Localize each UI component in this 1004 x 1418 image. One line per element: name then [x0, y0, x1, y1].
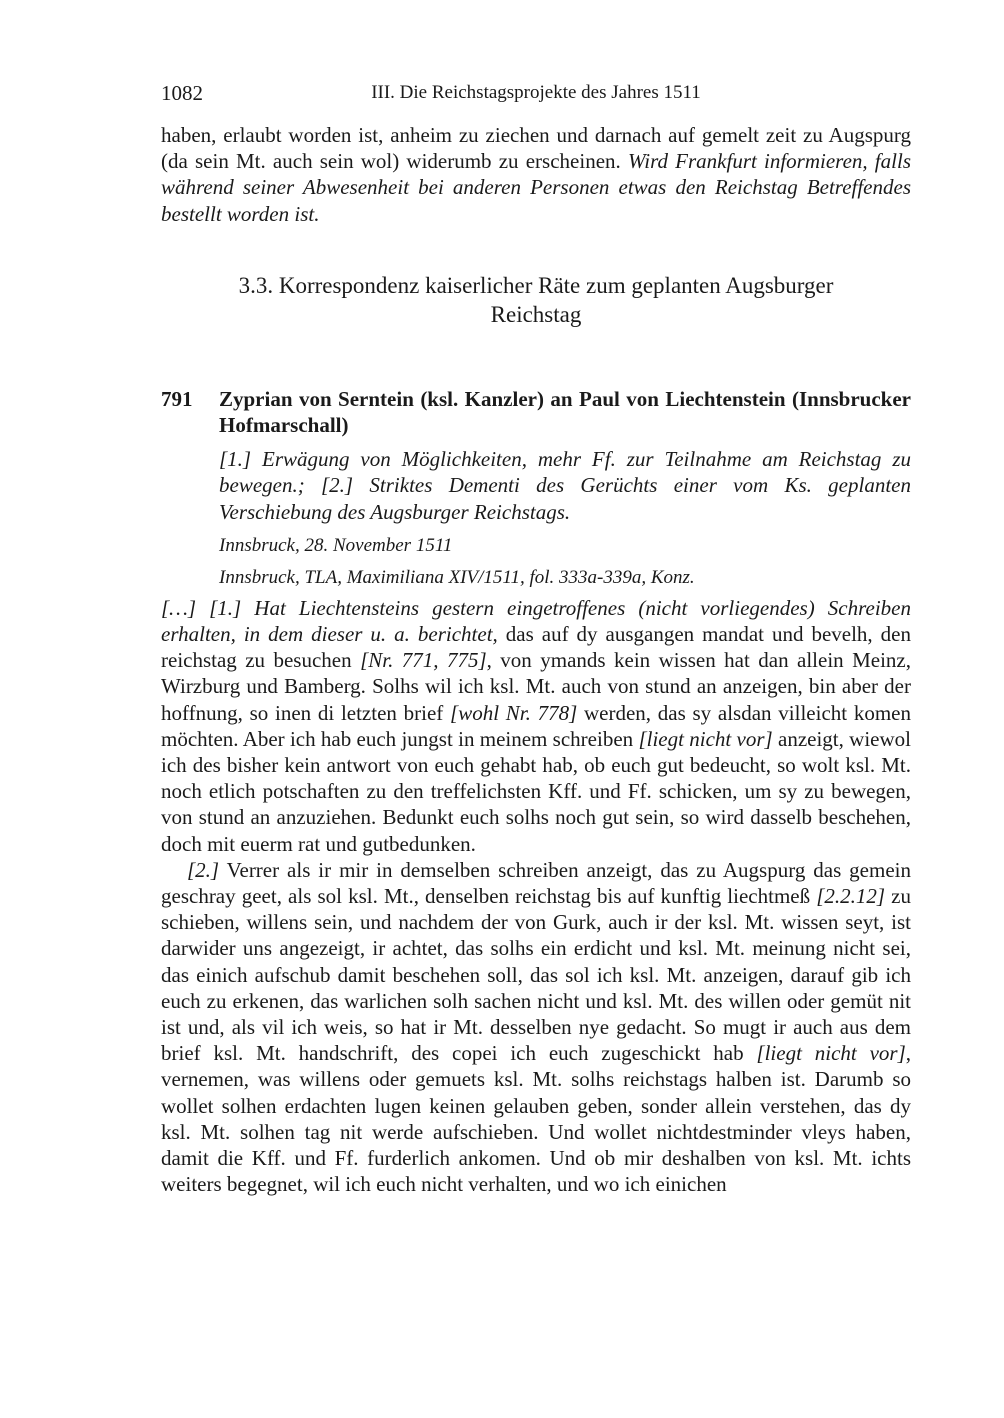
document-body: [161, 595, 911, 1198]
source-text: , von ymands kein wissen hat dan allein Meinz, Wirzburg und Bamberg. Solhs wil ich ksl. Mt. auch von stund an anzeigen, bin aber der hoffnung, so inen di letzten brief: [161, 648, 911, 725]
editor-reference: [wohl Nr. 778]: [450, 700, 578, 725]
body-paragraph-1: [161, 595, 911, 857]
running-head: [161, 78, 911, 108]
document-place-date: Innsbruck, 28. November 1511: [219, 534, 453, 556]
document-source: Innsbruck, TLA, Maximiliana XIV/1511, fol. 333a-339a, Konz.: [219, 566, 695, 588]
page-number: 1082: [161, 81, 203, 105]
document-regest: [1.] Erwägung von Möglichkeiten, mehr Ff. zur Teilnahme am Reichstag zu bewegen.; [2.] Striktes Dementi des Gerüchts einer vom Ks. geplanten Verschiebung des Augsburger Reichstags.: [219, 447, 911, 524]
document-number: 791: [161, 386, 193, 411]
intro-text: haben, erlaubt worden ist, anheim zu ziechen und darnach auf gemelt zeit zu Augspurg (da sein Mt. auch sein wol) widerumb zu erscheinen.: [161, 123, 911, 174]
paragraph-marker: [2.]: [187, 857, 220, 882]
section-heading-line2: Reichstag: [490, 301, 582, 327]
source-text: zu schieben, willens sein, und nachdem der von Gurk, auch ir der ksl. Mt. wissen seyt, ist darwider uns angezeigt, ir achtet, das solhs ein erdicht und ksl. Mt. meinung nicht sei, das einich aufschub damit beschehen soll, das sol ich ksl. Mt. anzeigen, darauf gib ich euch zu erkenen, das warlichen solh sachen nicht und ksl. Mt. des willen oder gemüt nit ist und, als vil ich weis, so hat ir Mt. desselben nye gedacht. So mugt ir auch aus dem brief ksl. Mt. handschrift, des copei ich euch zugeschickt hab: [161, 884, 911, 1066]
section-heading-line1: 3.3. Korrespondenz kaiserlicher Räte zum geplanten Augsburger: [238, 272, 834, 298]
editor-reference: [liegt nicht vor]: [638, 726, 773, 751]
editor-reference: [Nr. 771, 775]: [360, 648, 487, 673]
document-header: [161, 386, 911, 438]
intro-summary: Wird Frankfurt informieren, falls während seiner Abwesenheit bei anderen Personen etwas den Reichstag Betreffendes bestellt worden ist.: [161, 149, 911, 226]
running-title: III. Die Reichstagsprojekte des Jahres 1511: [371, 82, 701, 103]
intro-paragraph: [161, 122, 911, 227]
source-text: das auf dy ausgangen mandat und bevelh, den reichstag zu besuchen: [161, 622, 911, 673]
source-text: anzeigt, wiewol ich des bisher kein antwort von euch gehabt hab, ob euch gut bedeucht, so wolt ksl. Mt. noch etlich potschaften zu den treffelichsten Kff. und Ff. schicken, um sy zu bewegen, von stund an anzuziehen. Bedunkt euch solhs noch gut sein, so wird dasselb beschehen, doch mit euerm rat und gutbedunken.: [161, 726, 911, 856]
editor-reference: [liegt nicht vor]: [756, 1041, 906, 1066]
source-text: Verrer als ir mir in demselben schreiben anzeigt, das zu Augspurg das gemein geschray geet, als sol ksl. Mt., denselben reichstag bis auf kunftig liechtmeß: [161, 857, 911, 909]
document-title: Zyprian von Serntein (ksl. Kanzler) an Paul von Liechtenstein (Innsbrucker Hofmarschall): [219, 386, 911, 438]
editor-reference: [2.2.12]: [816, 884, 886, 909]
section-heading: [161, 271, 911, 329]
body-paragraph-2: [161, 857, 911, 1198]
editor-note: […] [1.] Hat Liechtensteins gestern eingetroffenes (nicht vorliegendes) Schreiben erhalten, in dem dieser u. a. berichtet,: [161, 595, 911, 647]
document-page: [161, 78, 911, 1198]
source-text: werden, das sy alsdan villeicht komen möchten. Aber ich hab euch jungst in meinem schreiben: [161, 700, 911, 751]
source-text: , vernemen, was willens oder gemuets ksl. Mt. solhs reichstags halben ist. Darumb so wollet solhen erdachten lugen keinen gelauben geben, sonder allein verstehen, das dy ksl. Mt. solhen tag nit werde aufschieben. Und wollet nichtdestminder vleys haben, damit die Kff. und Ff. furderlich ankomen. Und ob mir deshalben von ksl. Mt. ichts weiters begegnet, wil ich euch nicht verhalten, und wo ich einichen: [161, 1041, 911, 1197]
